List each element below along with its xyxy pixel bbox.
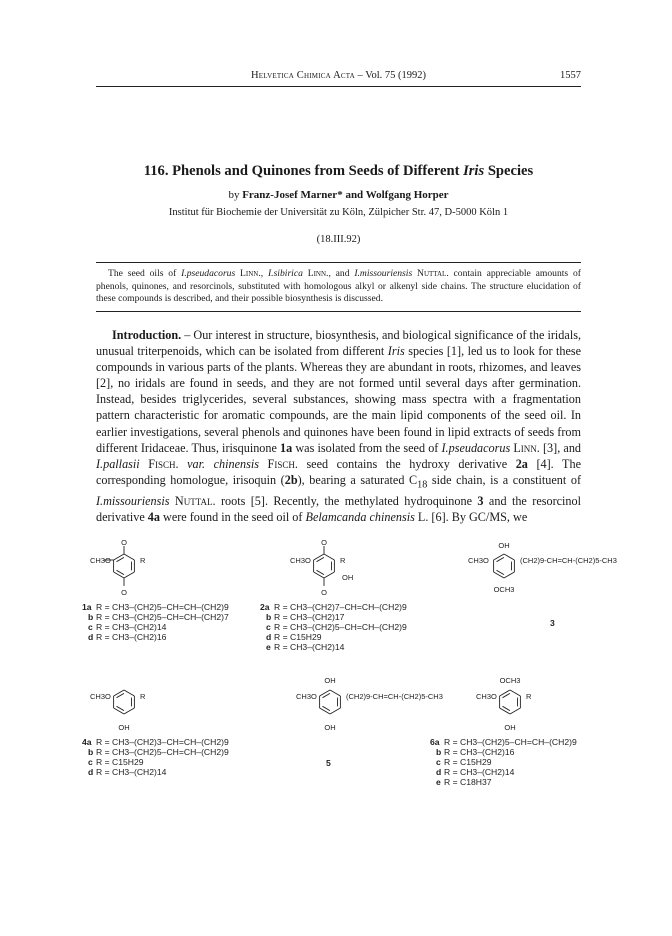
ring-bond	[314, 554, 324, 560]
compound-2-label: b	[266, 612, 272, 622]
hydroxy-group: OH	[324, 723, 336, 732]
methoxy-group: CH3O	[468, 556, 489, 565]
oxo-atom: O	[321, 538, 327, 547]
compound-6-substituent: R = CH3–(CH2)5–CH=CH–(CH2)9	[444, 737, 577, 747]
title-text: 116. Phenols and Quinones from Seeds of Different	[143, 163, 464, 179]
authors-by: by	[228, 189, 243, 201]
header-separator: –	[354, 70, 366, 81]
compound-2-substituent: R = CH3–(CH2)5–CH=CH–(CH2)9	[274, 622, 407, 632]
compound-4-label: c	[88, 757, 93, 767]
compound-4-label: d	[88, 767, 94, 777]
abstract	[96, 268, 581, 306]
ring-bond	[510, 690, 520, 696]
page-number: 1557	[560, 70, 581, 81]
abstract-rule-bottom	[96, 311, 581, 312]
ring-bond	[114, 554, 124, 560]
chemical-structures	[80, 538, 617, 790]
authority: Fisch.	[259, 456, 298, 471]
methoxy-group: CH3O	[90, 556, 111, 565]
compound-4-label: 4a	[82, 737, 92, 747]
body-text	[179, 457, 188, 471]
hydroxy-group: OH	[504, 723, 516, 732]
compound-4-substituent: R = CH3–(CH2)14	[96, 767, 167, 777]
side-chain: (CH2)9-CH=CH-(CH2)5-CH3	[520, 556, 617, 565]
species-name: I.sibirica	[267, 268, 303, 279]
compound-2-label: c	[266, 622, 271, 632]
ring-bond	[320, 690, 330, 696]
compound-1-label: c	[88, 622, 93, 632]
compound-6-label: c	[436, 757, 441, 767]
compound-1-substituent: R = CH3–(CH2)14	[96, 622, 167, 632]
compound-2-substituent: R = CH3–(CH2)14	[274, 642, 345, 652]
methoxy-group: CH3O	[296, 692, 317, 701]
ring-bond	[324, 572, 334, 578]
methoxy-group: CH3O	[290, 556, 311, 565]
ring-bond	[324, 554, 334, 560]
running-head	[96, 70, 581, 84]
ring-bond	[494, 554, 504, 560]
compound-6-label: e	[436, 777, 441, 787]
species-name: I.missouriensis	[354, 268, 413, 279]
compound-1-label: d	[88, 632, 94, 642]
author-names: Franz-Josef Marner* and Wolfgang Horper	[242, 189, 449, 201]
oxo-atom: O	[121, 588, 127, 597]
ring-bond	[500, 690, 510, 696]
compound-ref: 3	[477, 494, 484, 509]
compound-6-label: d	[436, 767, 442, 777]
species-name: I.pseudacorus	[441, 440, 511, 455]
r-group: R	[340, 556, 346, 565]
species-name: Belamcanda chinensis	[305, 510, 415, 525]
structure-figure	[80, 538, 617, 790]
hydroxy-group: OH	[118, 723, 130, 732]
methoxy-group: CH3O	[90, 692, 111, 701]
methoxy-group: OCH3	[493, 585, 515, 594]
ring-bond	[510, 708, 520, 714]
compound-4-substituent: R = CH3–(CH2)3–CH=CH–(CH2)9	[96, 737, 229, 747]
authority: Linn.	[302, 268, 329, 279]
abstract-text: The seed oils of	[108, 268, 182, 279]
compound-1-substituent: R = CH3–(CH2)16	[96, 632, 167, 642]
body-text: was isolated from the seed of	[292, 440, 442, 455]
article-title	[96, 163, 581, 180]
body-text: [4]. The corresponding homologue, irisoquin (	[96, 456, 581, 487]
compound-6-substituent: R = CH3–(CH2)14	[444, 767, 515, 777]
compound-6-label: b	[436, 747, 442, 757]
abstract-text: contain appreciable amounts of phenols, quinones, and resorcinols, substituted with homologous alkyl or alkenyl side chains. The structure elucidation of these compounds is described, and their possible biosynthesis is discussed.	[96, 268, 581, 305]
compound-6-substituent: R = C15H29	[444, 757, 492, 767]
ring-bond	[330, 708, 340, 714]
body-text: species [1], led us to look for these compounds in various parts of the plants. Whereas they are abundant in roots, rhizomes, and leaves [2], no iridals are found in seeds, and they are not formed until several days after germination. Instead, besides triglycerides, several substances, showing mass spectra with a fragmentation pattern characteristic for aromatic compounds, are the main lipid components of the seed oil. In earlier investigations, several phenols and quinones have been found in lipid extracts of seeds from different Iridaceae. Thus, irisquinone	[96, 344, 582, 455]
title-genus: Iris	[463, 163, 485, 179]
authority: L.	[414, 510, 429, 525]
journal-name: Helvetica Chimica Acta	[251, 70, 355, 81]
compound-1-substituent: R = CH3–(CH2)5–CH=CH–(CH2)9	[96, 602, 229, 612]
compound-ref: 1a	[280, 440, 293, 455]
oxo-atom: O	[121, 538, 127, 547]
section-heading: Introduction.	[112, 328, 182, 342]
ring-bond	[124, 708, 134, 714]
compound-ref: 2b	[284, 472, 298, 487]
ring-bond	[314, 572, 324, 578]
authority: Fisch.	[139, 456, 179, 471]
compound-6-substituent: R = CH3–(CH2)16	[444, 747, 515, 757]
body-text: side chain, is a constituent of	[427, 472, 582, 487]
compound-6-label: 6a	[430, 737, 440, 747]
ring-bond	[114, 690, 124, 696]
introduction	[96, 327, 581, 526]
compound-3-label: 3	[550, 618, 555, 628]
side-chain: (CH2)9-CH=CH-(CH2)5-CH3	[346, 692, 443, 701]
compound-2-label: 2a	[260, 602, 270, 612]
species-name: I.pallasii	[96, 456, 140, 471]
body-text: were found in the seed oil of	[159, 510, 306, 525]
authority: Nuttal.	[412, 268, 449, 279]
affiliation: Institut für Biochemie der Universität zu Köln, Zülpicher Str. 47, D-5000 Köln 1	[168, 207, 509, 218]
compound-1-label: 1a	[82, 602, 92, 612]
ring-bond	[124, 572, 134, 578]
compound-ref: 4a	[147, 510, 160, 525]
ring-bond	[504, 554, 514, 560]
body-text: ), bearing a saturated C	[297, 472, 418, 487]
received-date: (18.III.92)	[316, 234, 361, 245]
title-text-end: Species	[484, 163, 534, 179]
ring-bond	[330, 690, 340, 696]
variety-name: var. chinensis	[187, 456, 259, 471]
body-text: and the resorcinol derivative	[96, 494, 581, 525]
compound-6-substituent: R = C18H37	[444, 777, 492, 787]
compound-1-label: b	[88, 612, 94, 622]
species-name: I.pseudacorus	[181, 268, 236, 279]
hydroxy-group: OH	[498, 541, 510, 550]
hydroxy-group: OH	[324, 676, 336, 685]
compound-2-substituent: R = C15H29	[274, 632, 322, 642]
methoxy-group: OCH3	[499, 676, 521, 685]
r-group: R	[526, 692, 532, 701]
ring-bond	[500, 708, 510, 714]
compound-2-label: d	[266, 632, 272, 642]
body-text: roots [5]. Recently, the methylated hydroquinone	[215, 494, 478, 509]
authority: Linn.	[510, 440, 540, 455]
body-text: – Our interest in structure, biosynthesis, and biological significance of the iridals, unusual triterpenoids, which can be isolated from different	[96, 328, 581, 359]
body-text: [3], and	[539, 440, 582, 455]
ring-bond	[114, 572, 124, 578]
ring-bond	[124, 690, 134, 696]
abstract-text: , and	[328, 268, 355, 279]
oxo-atom: O	[321, 588, 327, 597]
compound-2-substituent: R = CH3–(CH2)7–CH=CH–(CH2)9	[274, 602, 407, 612]
authority: Nuttal.	[169, 494, 216, 509]
author-line	[96, 189, 581, 201]
body-text: seed contains the hydroxy derivative	[297, 456, 516, 471]
authority: Linn.	[235, 268, 261, 279]
subscript: 18	[417, 479, 428, 491]
ring-bond	[504, 572, 514, 578]
abstract-rule-top	[96, 262, 581, 263]
journal-volume: Vol. 75 (1992)	[365, 70, 426, 81]
hydroxy-group: OH	[342, 573, 354, 582]
genus-name: Iris	[387, 344, 405, 359]
compound-4-substituent: R = CH3–(CH2)5–CH=CH–(CH2)9	[96, 747, 229, 757]
compound-ref: 2a	[515, 456, 528, 471]
compound-4-label: b	[88, 747, 94, 757]
ring-bond	[114, 708, 124, 714]
species-name: I.missouriensis	[96, 494, 170, 509]
compound-2-substituent: R = CH3–(CH2)17	[274, 612, 345, 622]
compound-1-substituent: R = CH3–(CH2)5–CH=CH–(CH2)7	[96, 612, 229, 622]
ring-bond	[124, 554, 134, 560]
methoxy-group: CH3O	[476, 692, 497, 701]
abstract-text: ,	[260, 268, 268, 279]
ring-bond	[494, 572, 504, 578]
r-group: R	[140, 692, 146, 701]
compound-2-label: e	[266, 642, 271, 652]
compound-5-label: 5	[326, 758, 331, 768]
ring-bond	[320, 708, 330, 714]
body-text: [6]. By GC/MS, we	[428, 510, 528, 525]
compound-4-substituent: R = C15H29	[96, 757, 144, 767]
r-group: R	[140, 556, 146, 565]
header-rule	[96, 86, 581, 87]
